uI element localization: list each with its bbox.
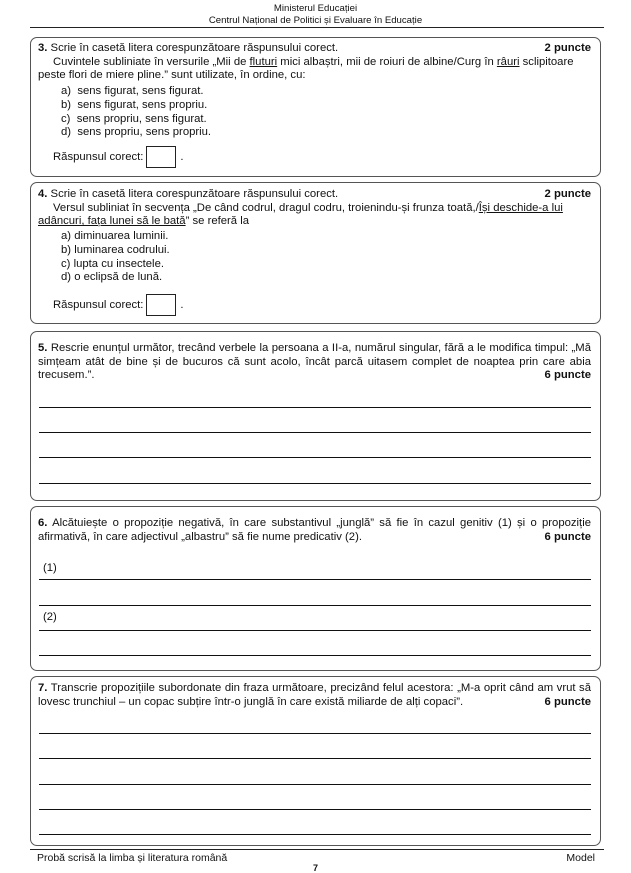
- question-7-box: [30, 676, 601, 846]
- option-b: b) luminarea codrului.: [61, 243, 170, 256]
- question-6-number: 6.: [38, 517, 48, 529]
- answer-line[interactable]: [39, 432, 591, 433]
- question-6-text: [38, 517, 591, 544]
- option-d: d) o eclipsă de lună.: [61, 271, 163, 284]
- option-c: c) sens propriu, sens figurat.: [61, 112, 207, 125]
- underlined-word-rauri: râuri: [496, 55, 520, 68]
- question-3-number: 3.: [38, 42, 48, 54]
- answer-line[interactable]: [39, 605, 591, 606]
- question-4-box: [30, 182, 601, 324]
- question-5-box: [30, 331, 601, 501]
- answer-line[interactable]: [39, 834, 591, 835]
- header-center: Centrul Național de Politici și Evaluare în Educație: [208, 15, 423, 26]
- question-7-instruction: Transcrie propozițiile subordonate din fraza următoare, precizând felul acestora: „M-a oprit când am vrut să lovesc trunchiul – un copac subțire într-o junglă în care există miliarde de alți copaci”.: [38, 682, 591, 708]
- answer-line[interactable]: [39, 630, 591, 631]
- answer-line[interactable]: [39, 655, 591, 656]
- option-a: a) diminuarea luminii.: [61, 230, 169, 242]
- question-6-points: 6 puncte: [544, 531, 591, 543]
- sentence-label-2: (2): [43, 611, 57, 623]
- question-4-text: [38, 188, 591, 229]
- question-3-options: [61, 85, 211, 140]
- question-6-box: [30, 506, 601, 671]
- question-3-points: 2 puncte: [544, 42, 591, 54]
- answer-label: Răspunsul corect:: [53, 298, 144, 311]
- answer-label: Răspunsul corect:: [53, 150, 144, 163]
- question-4-points: 2 puncte: [544, 188, 591, 200]
- question-5-points: 6 puncte: [544, 369, 591, 381]
- sentence-label-1: (1): [43, 562, 57, 574]
- answer-box[interactable]: [146, 146, 176, 168]
- answer-line[interactable]: [39, 733, 591, 734]
- question-7-number: 7.: [38, 682, 48, 694]
- footer-subject: Probă scrisă la limba și literatura română: [37, 852, 228, 864]
- question-7-points: 6 puncte: [539, 696, 591, 708]
- question-5-number: 5.: [38, 342, 48, 354]
- underlined-verse: Își deschide-a lui adâncuri, fața lunei să le bată: [38, 201, 563, 228]
- footer-divider: [30, 849, 604, 850]
- option-a: a) sens figurat, sens figurat.: [61, 85, 204, 97]
- question-4-number: 4.: [38, 188, 48, 200]
- question-3-answer: Răspunsul corect: .: [53, 146, 184, 168]
- option-c: c) lupta cu insectele.: [61, 257, 164, 270]
- answer-line[interactable]: [39, 483, 591, 484]
- answer-line[interactable]: [39, 579, 591, 580]
- question-4-answer: Răspunsul corect: .: [53, 294, 184, 316]
- footer-model: Model: [566, 852, 595, 864]
- question-4-instruction: Scrie în casetă litera corespunzătoare răspunsului corect.: [47, 188, 339, 200]
- answer-line[interactable]: [39, 809, 591, 810]
- question-3-text: [38, 42, 591, 83]
- answer-line[interactable]: [39, 407, 591, 408]
- question-5-text: [38, 342, 591, 383]
- question-4-options: [61, 230, 170, 285]
- answer-line[interactable]: [39, 758, 591, 759]
- question-3-box: [30, 37, 601, 177]
- option-d: d) sens propriu, sens propriu.: [61, 126, 212, 139]
- question-7-text: [38, 682, 591, 709]
- question-3-instruction: Scrie în casetă litera corespunzătoare răspunsului corect.: [47, 42, 339, 54]
- header-divider: [30, 27, 604, 28]
- answer-line[interactable]: [39, 784, 591, 785]
- page-number: 7: [312, 863, 318, 873]
- question-4-stem: Versul subliniat în secvența „De când codrul, dragul codru, troienindu-și frunza toată,/Își deschide-a lui adâncuri, fața lunei să le bată” se referă la: [38, 201, 563, 228]
- answer-box[interactable]: [146, 294, 176, 316]
- question-3-stem: Cuvintele subliniate în versurile „Mii de fluturi mici albaștri, mii de roiuri de albine/Curg în râuri sclipitoare peste flori de miere pline.” sunt utilizate, în ordine, cu:: [38, 55, 574, 82]
- underlined-word-fluturi: fluturi: [249, 55, 278, 68]
- question-5-instruction: Rescrie enunțul următor, trecând verbele la persoana a II-a, numărul singular, fără a le modifica timpul: „Mă simțeam atât de bine și de bucuros că sunt acolo, încât parcă uitasem complet de noaptea prin care abia trecusem.”.: [38, 342, 591, 382]
- option-b: b) sens figurat, sens propriu.: [61, 98, 208, 111]
- question-6-instruction: Alcătuiește o propoziție negativă, în care substantivul „junglă” să fie în cazul genitiv (1) și o propoziție afirmativă, în care adjectivul „albastru” să fie nume predicativ (2).: [38, 517, 591, 543]
- header-ministry: Ministerul Educației: [273, 3, 358, 14]
- answer-line[interactable]: [39, 457, 591, 458]
